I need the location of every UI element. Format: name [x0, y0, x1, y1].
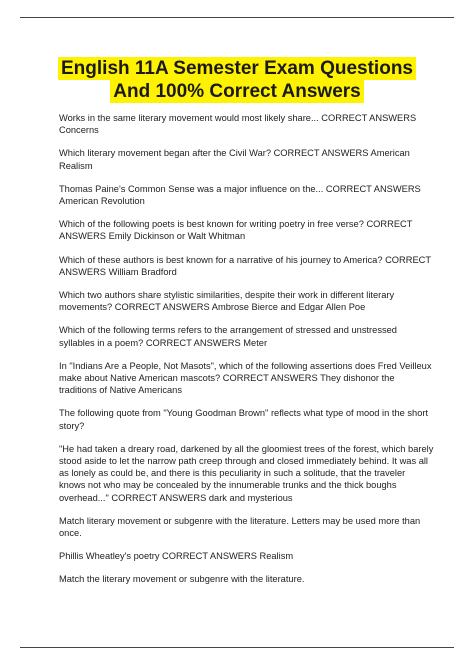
document-body: [59, 112, 434, 597]
question-6: Which two authors share stylistic similarities, despite their work in different literary movements? CORRECT ANSWERS Ambrose Bierce and Edgar Allen Poe: [59, 290, 395, 313]
footer-rule: [20, 647, 454, 648]
title-line-2: And 100% Correct Answers: [110, 80, 363, 103]
header-rule: [20, 17, 454, 18]
match-instruction-2: Match the literary movement or subgenre with the literature.: [59, 574, 305, 585]
question-7: Which of the following terms refers to the arrangement of stressed and unstressed syllables in a poem? CORRECT ANSWERS Meter: [59, 325, 397, 348]
document-title: [0, 57, 474, 103]
question-9: The following quote from "Young Goodman Brown" reflects what type of mood in the short story?: [59, 408, 429, 431]
question-10: Phillis Wheatley's poetry CORRECT ANSWERS Realism: [59, 551, 294, 562]
match-instruction-1: Match literary movement or subgenre with the literature. Letters may be used more than once.: [59, 515, 421, 539]
question-8: In "Indians Are a People, Not Masots", which of the following assertions does Fred Veilleux make about Native American mascots? CORRECT ANSWERS They dishonor the traditions of Native Americans: [59, 360, 432, 396]
title-line-1: English 11A Semester Exam Questions: [58, 57, 416, 80]
question-3: Thomas Paine's Common Sense was a major influence on the... CORRECT ANSWERS American Revolution: [59, 183, 421, 207]
question-2: Which literary movement began after the Civil War? CORRECT ANSWERS American Realism: [59, 148, 410, 171]
quote-passage: "He had taken a dreary road, darkened by all the gloomiest trees of the forest, which barely stood aside to let the narrow path creep through and closed immediately behind. It was all as lonely as could be, and there is this peculiarity in such a solitude, that the traveler knows not who may be concealed by the innumerable trunks and the thick boughs overhead..." CORRECT ANSWERS dark and mysterious: [59, 443, 434, 503]
question-1: Works in the same literary movement would most likely share... CORRECT ANSWERS Concerns: [59, 113, 417, 136]
question-4: Which of the following poets is best known for writing poetry in free verse? CORRECT ANSWERS Emily Dickinson or Walt Whitman: [59, 219, 413, 242]
question-5: Which of these authors is best known for a narrative of his journey to America? CORRECT ANSWERS William Bradford: [59, 254, 431, 277]
